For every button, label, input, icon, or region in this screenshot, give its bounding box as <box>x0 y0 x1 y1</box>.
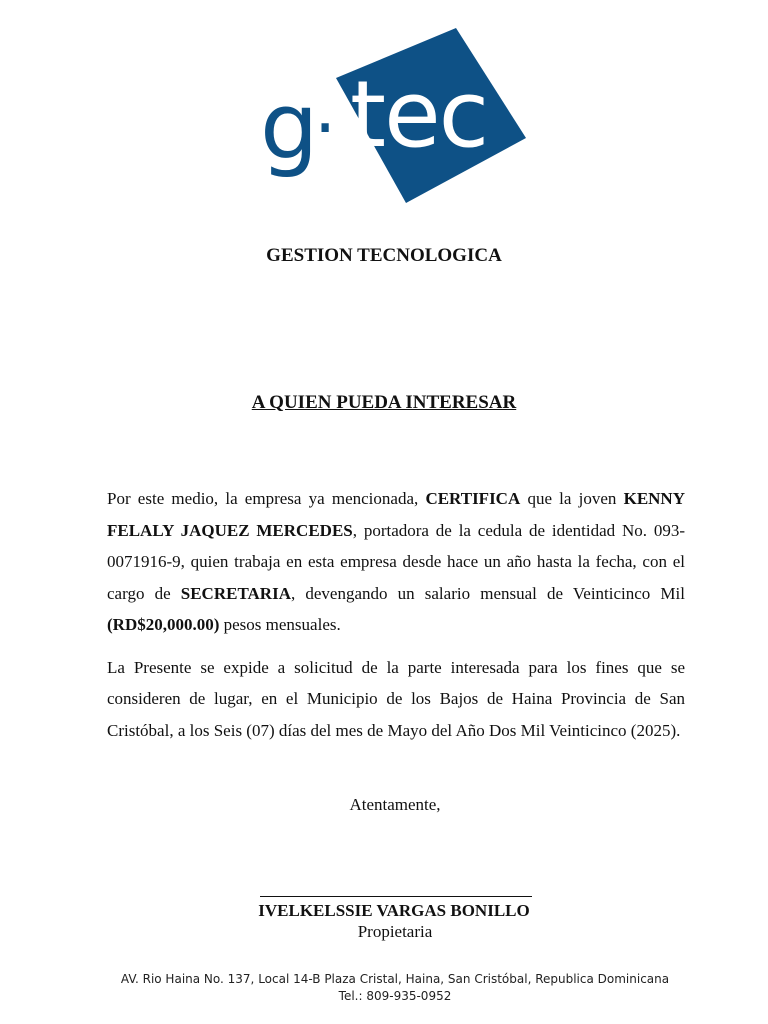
logo-separator: · <box>314 87 335 169</box>
emphasized-text: SECRETARIA <box>180 583 291 603</box>
certification-paragraph <box>107 483 685 641</box>
signature-line <box>260 896 532 897</box>
gtec-logo-graphic <box>250 20 540 210</box>
emphasized-text: KENNY FELALY JAQUEZ MERCEDES <box>107 489 685 540</box>
paragraph-text: , devengando un salario mensual de Veinticinco Mil <box>290 583 685 603</box>
issuance-paragraph: La Presente se expide a solicitud de la parte interesada para los fines que se consideren de lugar, en el Municipio de los Bajos de Haina Provincia de San Cristóbal, a los Seis (07) días del mes de Mayo del Año Dos Mil Veinticinco (2025). <box>107 657 685 740</box>
company-logo <box>250 20 540 210</box>
closing-salutation: Atentamente, <box>349 795 441 814</box>
paragraph-text: que la joven <box>520 489 624 508</box>
signer-name: IVELKELSSIE VARGAS BONILLO <box>258 901 530 920</box>
logo-letter-g: g <box>260 73 317 180</box>
signer-role: Propietaria <box>357 922 433 941</box>
logo-letters-tec: tec <box>350 61 488 168</box>
paragraph-text: , portadora de la cedula de identidad No. 093-0071916-9, quien trabaja en esta empresa desde hace un año hasta la fecha, con el cargo de <box>107 520 685 603</box>
emphasized-text: (RD$20,000.00) <box>107 615 220 634</box>
page-footer <box>0 971 768 1005</box>
paragraph-text: pesos mensuales. <box>219 615 341 634</box>
document-body <box>107 483 685 757</box>
emphasized-text: CERTIFICA <box>425 489 521 508</box>
footer-phone: Tel.: 809-935-0952 <box>338 989 452 1003</box>
paragraph-text: Por este medio, la empresa ya mencionada, <box>107 489 426 508</box>
company-name: GESTION TECNOLOGICA <box>266 245 502 266</box>
document-heading: A QUIEN PUEDA INTERESAR <box>251 392 517 413</box>
footer-address: AV. Rio Haina No. 137, Local 14-B Plaza Cristal, Haina, San Cristóbal, Republica Dominicana <box>120 972 670 986</box>
